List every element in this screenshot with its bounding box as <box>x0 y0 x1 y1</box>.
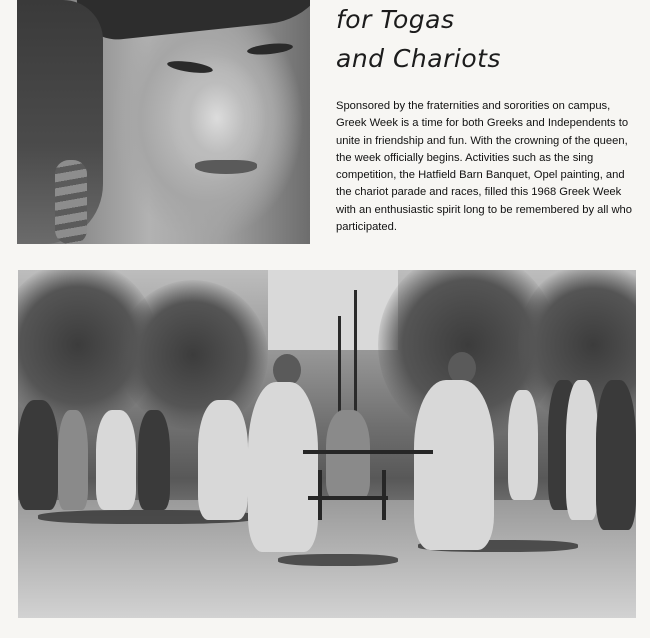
lead-runner-right <box>414 380 494 550</box>
spectator <box>596 380 636 530</box>
shadow <box>278 554 398 566</box>
chariot-rider <box>326 410 370 500</box>
page-title <box>336 0 501 78</box>
runner <box>138 410 170 510</box>
chariot-pole <box>303 450 433 454</box>
article-paragraph: Sponsored by the fraternities and sororities on campus, Greek Week is a time for both Greeks and Independents to unite in friendship and fun. With the crowning of the queen, the week officially begins. Activities such as the sing competition, the Hatfield Barn Banquet, Opel painting, and the chariot parade and races, filled this 1968 Greek Week with an enthusiastic spirit long to be remembered by all who participated. <box>336 100 632 234</box>
eye <box>247 42 294 57</box>
spectator <box>508 390 538 500</box>
spectator <box>58 410 88 510</box>
eye <box>167 59 214 75</box>
mouth <box>195 160 257 174</box>
chariot-frame <box>318 470 322 520</box>
tree <box>118 280 268 430</box>
runner <box>198 400 248 520</box>
portrait-photo <box>17 0 310 244</box>
braid <box>55 160 87 244</box>
spectator <box>18 400 58 510</box>
lead-runner-left <box>248 382 318 552</box>
title-line-1: for Togas <box>336 5 455 34</box>
chariot-frame <box>382 470 386 520</box>
hair <box>74 0 310 43</box>
runner <box>96 410 136 510</box>
chariot-race-photo <box>18 270 636 618</box>
title-line-2: and Chariots <box>336 44 501 73</box>
spectator <box>566 380 598 520</box>
